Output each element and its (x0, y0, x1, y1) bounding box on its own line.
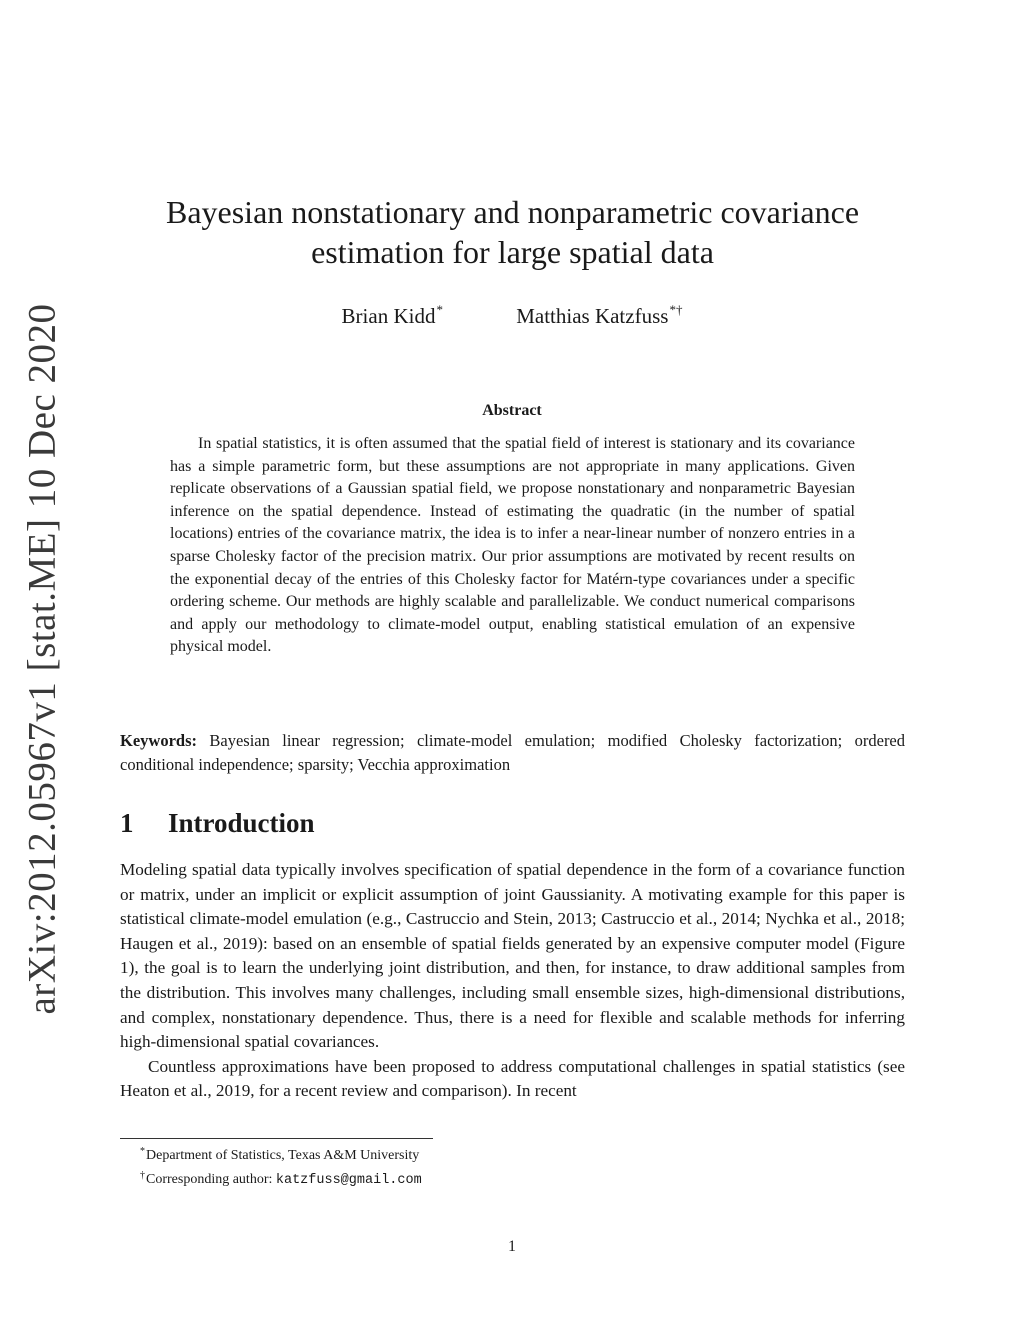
title-line: Bayesian nonstationary and nonparametric covariance (165, 194, 860, 230)
paragraph: Modeling spatial data typically involves specification of spatial dependence in the form of a covariance function or matrix, under an implicit or explicit assumption of joint Gaussianity. A motivating example for this paper is statistical climate-model emulation (e.g., Castruccio and Stein, 2013; Castruccio et al., 2014; Nychka et al., 2018; Haugen et al., 2019): based on an ensemble of spatial fields generated by an expensive computer model (Figure 1), the goal is to learn the underlying joint distribution, and then, for instance, to draw additional samples from the distribution. This involves many challenges, including small ensemble sizes, high-dimensional distributions, and complex, nonstationary dependence. Thus, there is a need for flexible and scalable methods for inferring high-dimensional spatial covariances. (120, 860, 905, 1052)
author-footnote-mark: * (436, 302, 443, 317)
section-body (120, 858, 905, 1104)
keywords (120, 729, 905, 776)
footnote-mark: † (140, 1170, 145, 1181)
email-link[interactable]: katzfuss@gmail.com (275, 1173, 422, 1188)
footnote-mark: * (140, 1146, 145, 1157)
page-number: 1 (508, 1238, 516, 1255)
author-name: Matthias Katzfuss (516, 304, 669, 328)
author-footnote-mark: *† (669, 302, 683, 317)
section-number: 1 (120, 808, 134, 838)
title-line: estimation for large spatial data (311, 234, 714, 270)
author (516, 302, 682, 329)
footnote (120, 1142, 905, 1166)
footnote (120, 1166, 905, 1191)
footnotes (120, 1142, 905, 1191)
author-list (0, 302, 1024, 329)
author (342, 302, 443, 329)
abstract-text: In spatial statistics, it is often assumed that the spatial field of interest is stationary and its covariance has a simple parametric form, but these assumptions are not appropriate in many applications. Given replicate observations of a Gaussian spatial field, we propose nonstationary and nonparametric Bayesian inference on the spatial dependence. Instead of estimating the quadratic (in the number of spatial locations) entries of the covariance matrix, the idea is to infer a near-linear number of nonzero entries in a sparse Cholesky factor of the precision matrix. Our prior assumptions are motivated by recent results on the exponential decay of the entries of this Cholesky factor for Matérn-type covariances under a specific ordering scheme. Our methods are highly scalable and parallelizable. We conduct numerical comparisons and apply our methodology to climate-model output, enabling statistical emulation of an expensive physical model. (170, 435, 855, 656)
section-heading (120, 808, 315, 839)
section-title: Introduction (168, 808, 315, 838)
author-name: Brian Kidd (341, 304, 436, 328)
arxiv-identifier: arXiv:2012.05967v1 [stat.ME] 10 Dec 2020 (20, 303, 64, 1015)
abstract-heading: Abstract (482, 402, 542, 419)
paper-title (120, 192, 905, 272)
keywords-label: Keywords: (120, 731, 197, 750)
paragraph: Countless approximations have been proposed to address computational challenges in spatial statistics (see Heaton et al., 2019, for a recent review and comparison). In recent (120, 1056, 905, 1101)
keywords-text: Bayesian linear regression; climate-model emulation; modified Cholesky factorization; ordered conditional independence; sparsity; Vecchia approximation (120, 731, 906, 774)
footnote-text: Department of Statistics, Texas A&M University (146, 1148, 420, 1163)
footnote-text: Corresponding author: (146, 1172, 276, 1187)
footnote-rule (120, 1138, 433, 1139)
